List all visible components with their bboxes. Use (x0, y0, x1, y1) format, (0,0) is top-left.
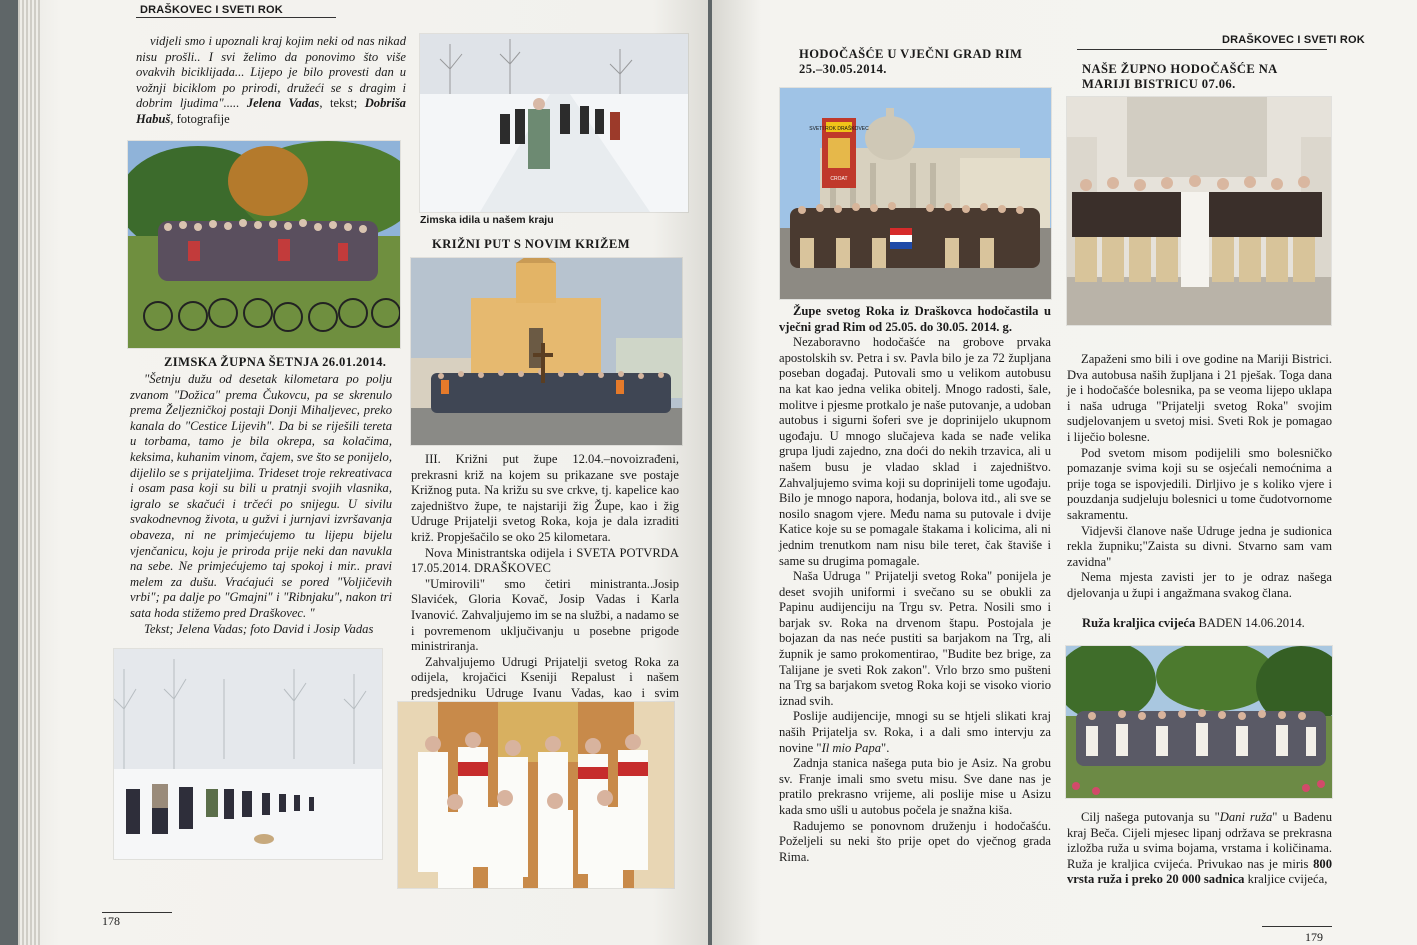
footer-rule-left (102, 912, 172, 913)
cross-heading: KRIŽNI PUT S NOVIM KRIŽEM (432, 237, 630, 251)
baden-group-photo (1066, 646, 1332, 798)
footer-rule-right (1262, 926, 1332, 927)
winter-walk-photo (420, 34, 688, 212)
ministrants-text-2: Zahvaljujemo Udrugi Prijatelji svetog Roka za odijela, krojačici Kseniji Repalust i našem predsjedniku Udruge Ivanu Vadas, kao i svim (411, 654, 679, 700)
right-page (712, 0, 1417, 945)
rome-text-4: Zadnja stanica našega puta bio je Asiz. Na grobu sv. Franje imali smo svetu misu. Sve dane nas je pratilo prekrasno vrijeme, ali poslije mise u Asizu kada smo ušli u autobus počela je snažna kiša. (779, 756, 1051, 817)
cross-text-block (411, 452, 679, 717)
winter-photo-caption: Zimska idila u našem kraju (420, 214, 554, 226)
rome-pilgrimage-photo (780, 88, 1051, 299)
snowy-path-photo (114, 649, 382, 859)
rome-text-2: Naša Udruga " Prijatelji svetog Roka" ponijela je deset svojih uniformi i svečano su se obukli za Papinu audijenciju na Trgu sv. Petra. Nosili smo i barjak sv. Roka na drvenom štapu. Postojala je bojazan da nas neće pustiti sa barjakom na Trg, ali župnik je samo prokomentirao, "Budite bez brige, za Talijane je sveti Rok zakon". Vrlo brzo smo pušteni na Trg sa barjakom svetog Roka koji se visoko viorio iznad svih. (779, 569, 1051, 708)
ministrants-title: Nova Ministrantska odijela i SVETA POTVRDA 17.05.2014. DRAŠKOVEC (411, 545, 679, 576)
baden-text-block (1067, 810, 1332, 888)
page-edge-stack (18, 0, 40, 945)
walk-heading: ZIMSKA ŽUPNA ŠETNJA 26.01.2014. (164, 355, 387, 369)
cross-text: III. Križni put župe 12.04.–novoizrađeni, prekrasni križ na kojem su prikazane sve postaje Križnog puta. Na križu su sve crkve, tj. kapelice kao zajedništvo župe, te najstariji žig Župe, kao i žig Udruge Prijatelji svetog Roka, koja je dala izraditi križ. Propješačilo se oko 25 kilometara. (411, 452, 679, 544)
page-number-left: 178 (102, 914, 120, 928)
banner-bottom-text: CROAT (830, 176, 848, 182)
left-page (18, 0, 708, 945)
bistrica-text-2: Pod svetom misom podijelili smo bolesničko pomazanje svima koji su se osjećali nemoćnima a prije toga se ispovjedili. Dirljivo je s koliko vjere i pouzdanja sudjeluju bolesnici u tome čudotvornome sakramentu. (1067, 445, 1332, 522)
rome-text-3: Poslije audijencije, mnogi su se htjeli slikati kraj naših Prijatelja sv. Roka, i a dali smo intervju za novine "Il mio Papa". (779, 709, 1051, 755)
bistrica-text-4: Nema mjesta zavisti jer to je odraz našega djelovanja u župi i angažmana svakog člana. (1067, 570, 1332, 600)
header-rule (136, 17, 336, 18)
running-header-left: DRAŠKOVEC I SVETI ROK (140, 4, 283, 16)
rome-heading: HODOČAŠĆE U VJEČNI GRAD RIM 25.–30.05.2014. (799, 47, 1023, 76)
running-header-right: DRAŠKOVEC I SVETI ROK (1222, 34, 1365, 46)
bistrica-heading: NAŠE ŽUPNO HODOČAŠĆE NA MARIJI BISTRICU 07.06. (1082, 62, 1278, 91)
bistrica-group-photo (1067, 97, 1331, 325)
intro-credit-photographer: Dobriša Habuš (136, 96, 406, 126)
baden-text-1: Cilj našega putovanja su "Dani ruža" u Badenu kraj Beča. Cijeli mjesec lipanj održava se prekrasna izložba ruža u svima bojama, vrstama i količinama. Ruža je kraljica cvijeća. Privukao nas je miris 800 vrsta ruža i preko 20 000 sadnica kraljice cvijeća, (1067, 810, 1332, 887)
intro-text-block: vidjeli smo i upoznali kraj kojim neki od nas nikad nisu prošli.. I svi želimo da ponovimo što više ovakvih biciklijada... Lijepo je bilo provesti dan u vožnji biciklom po prirodi, družeći se s dragim i dobrim ljudima"..... Jelena Vadas, tekst; Dobriša Habuš, fotografije (136, 34, 406, 126)
rome-lead: Župe svetog Roka iz Draškovca hodočastila u vječni grad Rim od 25.05. do 30.05. 2014. g. (779, 304, 1051, 334)
rome-text-5: Radujemo se ponovnom druženju i hodočašću. Poželjeli su neki što prije opet do vječnog grada Rima. (779, 818, 1051, 864)
intro-text: vidjeli smo i upoznali kraj kojim neki od nas nikad nisu prošli.. I svi želimo da ponovimo što više ovakvih biciklijada... Lijepo je bilo provesti dan u vožnji biciklom po prirodi, družeći se s dragim i dobrim ljudima"..... (136, 34, 406, 111)
baden-heading: Ruža kraljica cvijeća BADEN 14.06.2014. (1082, 616, 1305, 630)
header-rule-right (1077, 49, 1327, 50)
church-procession-photo (411, 258, 682, 445)
bistrica-text-3: Vidjevši članove naše Udruge jedna je sudionica rekla župniku;"Zaista su divni. Stvarno sam vam zavidna" (1067, 523, 1332, 569)
cyclists-group-photo (128, 141, 400, 348)
ministrants-photo (398, 702, 674, 888)
intro-credit-name: Jelena Vadas (246, 96, 320, 111)
rome-text-1: Nezaboravno hodočašće na grobove prvaka apostolskih sv. Petra i sv. Pavla bilo je za 72 župljana poseban događaj. Putovali smo u velikom autobusu na kat kao jedna velika obitelj. Mnogo radosti, šale, molitve i pjesme protkalo je naše putovanje, a udoban autobus i sigurni šoferi sve je doprinijelo ukupnom ugođaju. U mnogo slučajeva kada se nađe velika grupa ljudi zajedno, zna doći do nekih trzavica, ali u našem busu je vladao sklad i zajedništvo. Zahvaljujemo svima koji su doprinijeli tome ugođaju. Bilo je mnogo napora, hodanja, bolova itd., ali sve se nosilo snagom vjere. Među nama su putovale i dvije Katice koje su se pomagale štakama i kolicima, ali ni jednim trenutkom nam nisu bile teret, čak štaviše i same su drugima pomagale. (779, 335, 1051, 568)
banner-text: SVETI ROK DRAŠKOVEC (809, 126, 869, 132)
ministrants-text-1: "Umirovili" smo četiri ministranta..Josip Slavićek, Gloria Kovač, Josip Vadas i Karla Ivanović. Zahvaljujemo im se na službi, a nadamo se i povremenom uključivanju u posebne prigode ministriranja. (411, 576, 679, 654)
bistrica-text-1: Zapaženi smo bili i ove godine na Mariji Bistrici. Dva autobusa naših župljana i 21 pješak. Toga dana je i hodočašće bolesnika, pa se veoma lijepo uklapa i naša udruga "Prijatelji svetog Roka" svojim sudjelovanjem u svetoj misi. Sveti Rok je pomagao i liječio bolesne. (1067, 352, 1332, 444)
walk-credit: Tekst; Jelena Vadas; foto David i Josip Vadas (144, 621, 374, 636)
walk-text-block (130, 372, 392, 637)
rome-text-block (779, 304, 1051, 865)
page-number-right: 179 (1305, 930, 1323, 944)
walk-text: "Šetnju dužu od desetak kilometara po polju zvanom "Dožica" prema Čukovcu, pa se skrenulo prema Željezničkoj postaji Donji Mihaljevec, preko kanala do "Cestice Lijevih". Da bi se riješili tereta u torbama, tamo je bila okrepa, sa kolačima, keksima, kuhanim vinom, čajem, sve što se ponijelo, dijelilo se s prijateljima. Trideset troje rekreativaca i osam pasa koji su bili u pratnji svojih vlasnika, igralo se skačući i trčeći po snijegu. U sivilu svakodnevnog života, u gužvi i jurnjavi izvršavanja obaveza, ni ne primjećujemo tu lijepu bijelu vjenčanicu, koju je priroda prije neki dan navukla na sebe. Ne primjećujemo taj spokoj i mir.. pravi melem za dušu. Vraćajući se pored "Voljičevih vrbi"; pa dalje po "Gmajni" i "Ribnjaku", nakon tri sata hoda stižemo pred Draškovec. " (130, 372, 392, 620)
bistrica-text-block (1067, 352, 1332, 602)
